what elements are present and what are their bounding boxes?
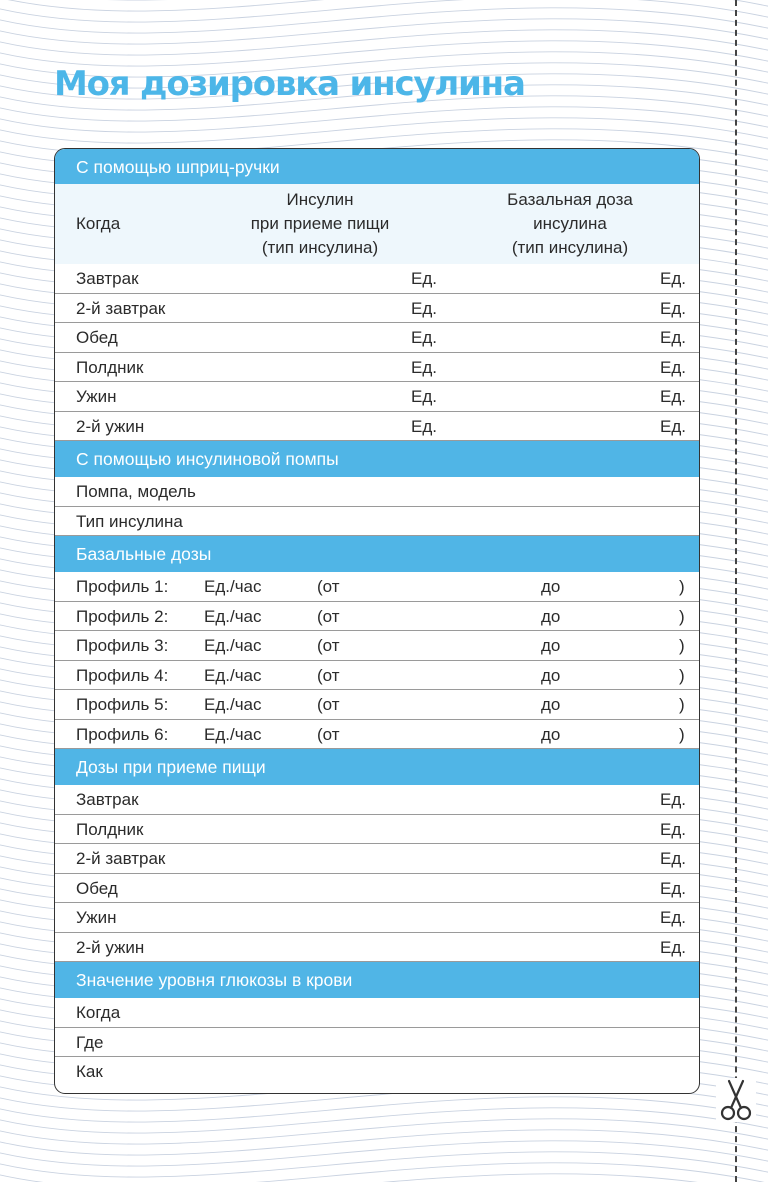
- basal-unit-label: Ед.: [660, 357, 686, 377]
- meal-unit-label: Ед.: [411, 357, 437, 377]
- pen-row[interactable]: [55, 294, 699, 324]
- row-label: 2-й завтрак: [76, 849, 166, 868]
- pen-row[interactable]: [55, 264, 699, 294]
- unit-label: Ед.: [660, 878, 686, 898]
- wave-line: [0, 30, 768, 55]
- unit-label: Ед.: [660, 937, 686, 957]
- profile-label: Профиль 2:: [76, 606, 169, 626]
- wave-line: [0, 1119, 768, 1144]
- pen-rows: [55, 264, 699, 441]
- section-header-blood-glucose: Значение уровня глюкозы в крови: [55, 962, 699, 998]
- pen-row[interactable]: [55, 353, 699, 383]
- from-label: (от: [317, 606, 340, 626]
- unit-label: Ед.: [660, 908, 686, 927]
- meal-dose-row[interactable]: [55, 815, 699, 845]
- row-label: Полдник: [76, 357, 144, 377]
- meal-unit-label: Ед.: [411, 387, 437, 406]
- row-label: Ужин: [76, 387, 117, 406]
- basal-profile-row[interactable]: [55, 602, 699, 632]
- wave-line: [0, 1108, 768, 1133]
- rate-unit-label: Ед./час: [204, 695, 262, 714]
- insulin-dosage-form: [54, 148, 700, 1094]
- dashed-cut-line: [735, 0, 737, 1182]
- meal-dose-row[interactable]: [55, 844, 699, 874]
- section-header-pump: С помощью инсулиновой помпы: [55, 441, 699, 477]
- rate-unit-label: Ед./час: [204, 665, 262, 685]
- close-paren: ): [679, 724, 685, 744]
- rate-unit-label: Ед./час: [204, 577, 262, 596]
- pen-row[interactable]: [55, 323, 699, 353]
- wave-line: [0, 19, 768, 44]
- to-label: до: [541, 636, 561, 655]
- wave-line: [0, 1174, 768, 1182]
- rate-unit-label: Ед./час: [204, 606, 262, 626]
- glucose-rows: [55, 998, 699, 1087]
- glucose-row[interactable]: [55, 998, 699, 1028]
- meal-dose-row[interactable]: [55, 933, 699, 963]
- from-label: (от: [317, 724, 340, 744]
- column-header-meal-insulin: Инсулин при приеме пищи (тип инсулина): [250, 190, 390, 257]
- wave-line: [0, 41, 768, 66]
- meal-unit-label: Ед.: [411, 269, 437, 288]
- wave-line: [0, 8, 768, 33]
- row-label: Тип инсулина: [76, 511, 183, 531]
- page-title: Моя дозировка инсулина: [54, 64, 525, 104]
- to-label: до: [541, 665, 561, 685]
- wave-line: [0, 118, 768, 143]
- basal-profile-row[interactable]: [55, 631, 699, 661]
- pump-row[interactable]: [55, 477, 699, 507]
- meal-unit-label: Ед.: [411, 328, 437, 347]
- meal-dose-row[interactable]: [55, 785, 699, 815]
- to-label: до: [541, 606, 561, 626]
- section-header-pen: С помощью шприц-ручки: [55, 149, 699, 184]
- basal-profile-row[interactable]: [55, 690, 699, 720]
- column-header-when: Когда: [76, 214, 121, 233]
- row-label: 2-й ужин: [76, 937, 145, 957]
- from-label: (от: [317, 665, 340, 685]
- row-label: Где: [76, 1032, 104, 1052]
- section-header-meal-doses: Дозы при приеме пищи: [55, 749, 699, 785]
- from-label: (от: [317, 695, 340, 714]
- to-label: до: [541, 577, 561, 596]
- basal-profile-row[interactable]: [55, 572, 699, 602]
- row-label: Обед: [76, 328, 118, 347]
- glucose-row[interactable]: [55, 1057, 699, 1087]
- to-label: до: [541, 695, 561, 714]
- glucose-row[interactable]: [55, 1028, 699, 1058]
- profile-label: Профиль 1:: [76, 577, 169, 596]
- pen-row[interactable]: [55, 412, 699, 442]
- unit-label: Ед.: [660, 790, 686, 809]
- basal-profile-row[interactable]: [55, 661, 699, 691]
- meal-dose-row[interactable]: [55, 874, 699, 904]
- wave-line: [0, 1097, 768, 1122]
- unit-label: Ед.: [660, 819, 686, 839]
- row-label: 2-й завтрак: [76, 298, 166, 318]
- from-label: (от: [317, 577, 340, 596]
- basal-rows: [55, 572, 699, 749]
- table-column-headers: [55, 184, 699, 264]
- meal-unit-label: Ед.: [411, 416, 437, 436]
- basal-unit-label: Ед.: [660, 416, 686, 436]
- meal-dose-row[interactable]: [55, 903, 699, 933]
- close-paren: ): [679, 577, 685, 596]
- profile-label: Профиль 3:: [76, 636, 169, 655]
- pen-row[interactable]: [55, 382, 699, 412]
- basal-unit-label: Ед.: [660, 269, 686, 288]
- basal-profile-row[interactable]: [55, 720, 699, 750]
- to-label: до: [541, 724, 561, 744]
- row-label: Завтрак: [76, 790, 139, 809]
- row-label: 2-й ужин: [76, 416, 145, 436]
- unit-label: Ед.: [660, 849, 686, 868]
- meal-rows: [55, 785, 699, 962]
- profile-label: Профиль 4:: [76, 665, 169, 685]
- profile-label: Профиль 6:: [76, 724, 169, 744]
- row-label: Когда: [76, 1003, 121, 1022]
- row-label: Полдник: [76, 819, 144, 839]
- rate-unit-label: Ед./час: [204, 636, 262, 655]
- close-paren: ): [679, 606, 685, 626]
- close-paren: ): [679, 665, 685, 685]
- profile-label: Профиль 5:: [76, 695, 169, 714]
- pump-row[interactable]: [55, 507, 699, 537]
- wave-line: [0, 107, 768, 132]
- row-label: Ужин: [76, 908, 117, 927]
- section-header-basal-doses: Базальные дозы: [55, 536, 699, 572]
- pump-rows: [55, 477, 699, 536]
- basal-unit-label: Ед.: [660, 328, 686, 347]
- wave-line: [0, 1141, 768, 1166]
- close-paren: ): [679, 636, 685, 655]
- row-label: Завтрак: [76, 269, 139, 288]
- basal-unit-label: Ед.: [660, 387, 686, 406]
- rate-unit-label: Ед./час: [204, 724, 262, 744]
- wave-line: [0, 1130, 768, 1155]
- row-label: Как: [76, 1062, 103, 1081]
- from-label: (от: [317, 636, 340, 655]
- row-label: Помпа, модель: [76, 482, 196, 501]
- scissors-icon: [716, 1078, 756, 1122]
- column-header-basal-insulin: Базальная доза инсулина (тип инсулина): [507, 190, 633, 257]
- meal-unit-label: Ед.: [411, 298, 437, 318]
- close-paren: ): [679, 695, 685, 714]
- wave-line: [0, 1152, 768, 1177]
- row-label: Обед: [76, 878, 118, 898]
- basal-unit-label: Ед.: [660, 298, 686, 318]
